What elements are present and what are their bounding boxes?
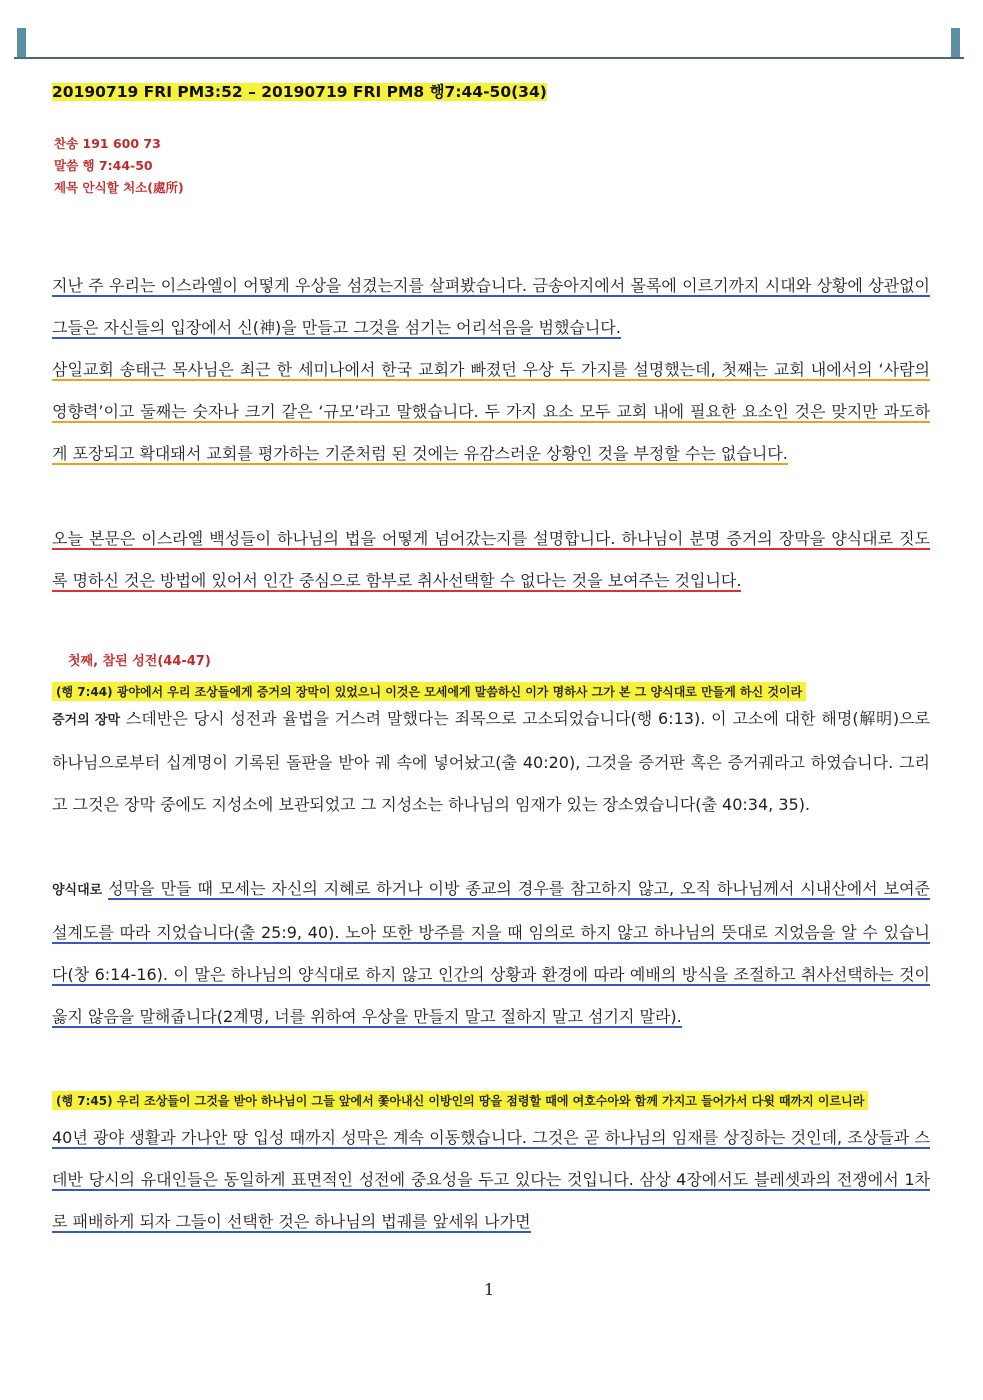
paragraph-tabernacle <box>52 698 930 826</box>
paragraph-tabernacle-text: 스데반은 당시 성전과 율법을 거스려 말했다는 죄목으로 고소되었습니다(행 6:13). 이 고소에 대한 해명(解明)으로 하나님으로부터 십계명이 기록된 돌판을 받아 궤 속에 넣어놨고(출 40:20), 그것을 증거판 혹은 증거궤라고 하였습니다. 그리고 그것은 장막 중에도 지성소에 보관되었고 그 지성소는 하나님의 임재가 있는 장소였습니다(출 40:34, 35). <box>52 709 930 814</box>
paragraph-wilderness-text: 40년 광야 생활과 가나안 땅 입성 때까지 성막은 계속 이동했습니다. 그것은 곧 하나님의 임재를 상징하는 것인데, 조상들과 스데반 당시의 유대인들은 동일하게 표면적인 성전에 중요성을 두고 있다는 것입니다. 삼상 4장에서도 블레셋과의 전쟁에서 1차로 패배하게 되자 그들이 선택한 것은 하나님의 법궤를 앞세워 나가면 <box>52 1128 930 1231</box>
sermon-meta <box>54 133 184 199</box>
left-margin-tab <box>17 28 26 59</box>
paragraph-wilderness <box>52 1117 930 1243</box>
page-number: 1 <box>484 1280 495 1299</box>
paragraph-seminar-text: 삼일교회 송태근 목사님은 최근 한 세미나에서 한국 교회가 빠졌던 우상 두 가지를 설명했는데, 첫째는 교회 내에서의 ‘사람의 영향력’이고 둘째는 숫자나 크기 같은 ‘규모’라고 말했습니다. 두 가지 요소 모두 교회 내에 필요한 요소인 것은 맞지만 과도하게 포장되고 확대돼서 교회를 평가하는 기준처럼 된 것에는 유감스러운 상황인 것을 부정할 수는 없습니다. <box>52 360 930 463</box>
section-title: 첫째, 참된 성전(44-47) <box>68 654 211 669</box>
paragraph-text-summary <box>52 518 930 602</box>
paragraph-intro-text: 지난 주 우리는 이스라엘이 어떻게 우상을 섬겼는지를 살펴봤습니다. 금송아지에서 몰록에 이르기까지 시대와 상황에 상관없이 그들은 자신들의 입장에서 신(神)을 만들고 그것을 섬기는 어리석음을 범했습니다. <box>52 276 930 337</box>
scripture-line: 말씀 행 7:44-50 <box>54 158 153 173</box>
paragraph-pattern <box>52 868 930 1038</box>
page-title <box>52 80 547 102</box>
verse-acts-7-45: (행 7:45) 우리 조상들이 그것을 받아 하나님이 그들 앞에서 쫓아내신 이방인의 땅을 점령할 때에 여호수아와 함께 가지고 들어가서 다윗 때까지 이르니라 <box>52 1091 868 1110</box>
subject-line: 제목 안식할 처소(處所) <box>54 180 184 195</box>
paragraph-seminar <box>52 349 930 475</box>
paragraph-intro <box>52 265 930 349</box>
term-tabernacle: 증거의 장막 <box>52 713 121 728</box>
page-title-text: 20190719 FRI PM3:52 – 20190719 FRI PM8 행7:44-50(34) <box>52 83 547 101</box>
term-pattern: 양식대로 <box>52 883 103 898</box>
hymn-line: 찬송 191 600 73 <box>54 136 161 151</box>
right-margin-tab <box>951 28 960 59</box>
paragraph-pattern-text: 성막을 만들 때 모세는 자신의 지혜로 하거나 이방 종교의 경우를 참고하지 않고, 오직 하나님께서 시내산에서 보여준 설계도를 따라 지었습니다(출 25:9, 40). 노아 또한 방주를 지을 때 임의로 하지 않고 하나님의 뜻대로 지었음을 알 수 있습니다(창 6:14-16). 이 말은 하나님의 양식대로 하지 않고 인간의 상황과 환경에 따라 예배의 방식을 조절하고 취사선택하는 것이 옳지 않음을 말해줍니다(2계명, 너를 위하여 우상을 만들지 말고 절하지 말고 섬기지 말라). <box>52 879 930 1026</box>
paragraph-text-summary-text: 오늘 본문은 이스라엘 백성들이 하나님의 법을 어떻게 넘어갔는지를 설명합니다. 하나님이 분명 증거의 장막을 양식대로 짓도록 명하신 것은 방법에 있어서 인간 중심으로 함부로 취사선택할 수 없다는 것을 보여주는 것입니다. <box>52 529 930 590</box>
top-rule <box>14 57 964 59</box>
verse-acts-7-44: (행 7:44) 광야에서 우리 조상들에게 증거의 장막이 있었으니 이것은 모세에게 말씀하신 이가 명하사 그가 본 그 양식대로 만들게 하신 것이라 <box>52 682 806 701</box>
